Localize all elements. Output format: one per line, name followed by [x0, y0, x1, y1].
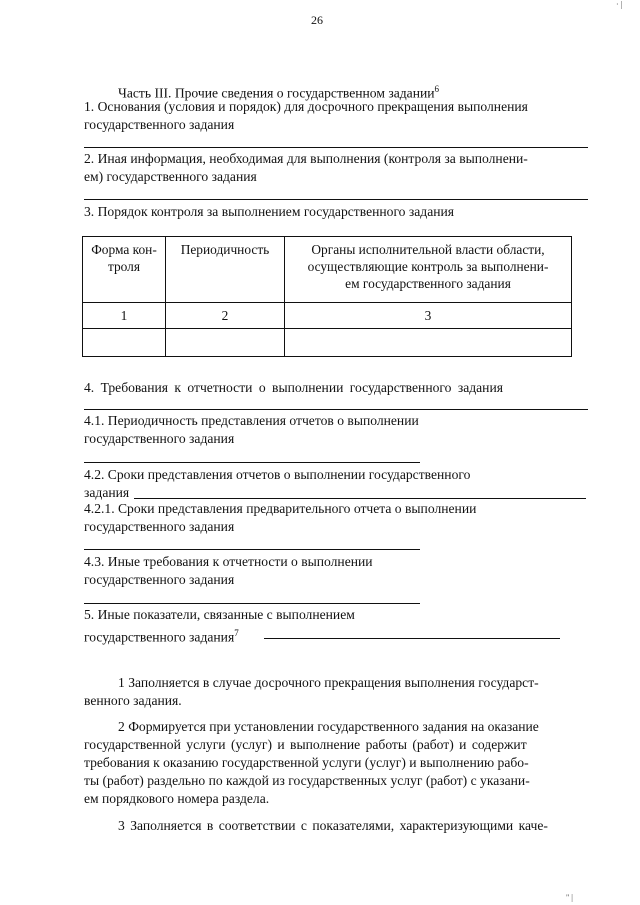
footnote-mark-6: 6: [434, 84, 440, 94]
note-2-line-2: государственной услуги (услуг) и выполнение работы (работ) и содержит: [84, 737, 527, 752]
empty-cell-2: [166, 329, 285, 357]
section-3-title: 3. Порядок контроля за выполнением государственного задания: [84, 204, 455, 219]
note-2-line-5: ем порядкового номера раздела.: [84, 791, 270, 806]
empty-cell-1: [83, 329, 166, 357]
control-table: [82, 236, 572, 357]
footnote-mark-7: 7: [234, 628, 239, 638]
section-4-3-fill-line: [84, 603, 420, 604]
note-2-line-3: требования к оказанию государственной услуги (услуг) и выполнению рабо-: [84, 755, 529, 770]
section-4-2-1-line-1: 4.2.1. Сроки представления предварительного отчета о выполнении: [84, 501, 477, 516]
header-control-form-line-2: троля: [107, 259, 141, 274]
section-1-line-1: 1. Основания (условия и порядок) для досрочного прекращения выполнения: [84, 99, 528, 114]
section-5-line-2-text: государственного задания: [84, 629, 235, 645]
table-empty-row: [83, 329, 572, 357]
section-2-fill-line: [84, 199, 588, 200]
note-1-line-2: венного задания.: [84, 693, 182, 708]
header-authorities-line-1: Органы исполнительной власти области,: [311, 242, 545, 257]
column-number-3: 3: [285, 303, 572, 329]
section-5-fill-line: [264, 638, 560, 639]
note-3-line-1: 3 Заполняется в соответствии с показателями, характеризующими каче-: [118, 818, 548, 833]
section-4-1-line-1: 4.1. Периодичность представления отчетов о выполнении: [84, 413, 419, 428]
margin-mark-bottom: " |: [566, 893, 573, 902]
table-header-row: [83, 237, 572, 303]
header-authorities-line-3: ем государственного задания: [345, 276, 511, 291]
section-5-line-1: 5. Иные показатели, связанные с выполнением: [84, 607, 355, 622]
section-4-2-fill-line: [134, 498, 586, 499]
section-1-fill-line: [84, 147, 588, 148]
column-number-1: 1: [83, 303, 166, 329]
section-4-2-1-fill-line: [84, 549, 420, 550]
section-2-line-2: ем) государственного задания: [84, 169, 257, 184]
part-title-text: Часть III. Прочие сведения о государственном задании: [118, 85, 435, 101]
table-number-row: [83, 303, 572, 329]
section-4-2-line-1: 4.2. Сроки представления отчетов о выполнении государственного: [84, 467, 471, 482]
page-number: 26: [311, 13, 323, 27]
margin-mark-top: · |: [616, 0, 623, 9]
header-periodicity: [166, 237, 285, 303]
header-authorities-line-2: осуществляющие контроль за выполнени-: [307, 259, 549, 274]
note-2-line-4: ты (работ) раздельно по каждой из государственных услуг (работ) с указани-: [84, 773, 530, 788]
header-control-form: [83, 237, 166, 303]
section-4-title: 4. Требования к отчетности о выполнении государственного задания: [84, 380, 503, 395]
header-control-form-line-1: Форма кон-: [91, 242, 157, 257]
note-1-line-1: 1 Заполняется в случае досрочного прекращения выполнения государст-: [118, 675, 539, 690]
column-number-2: 2: [166, 303, 285, 329]
section-4-fill-line: [84, 409, 588, 410]
empty-cell-3: [285, 329, 572, 357]
section-1-line-2: государственного задания: [84, 117, 235, 132]
header-authorities: [285, 237, 572, 303]
section-4-2-line-2: задания: [84, 485, 130, 500]
section-4-1-fill-line: [84, 462, 420, 463]
section-5-line-2: [84, 624, 239, 647]
section-4-2-1-line-2: государственного задания: [84, 519, 235, 534]
section-4-3-line-1: 4.3. Иные требования к отчетности о выполнении: [84, 554, 373, 569]
note-2-line-1: 2 Формируется при установлении государственного задания на оказание: [118, 719, 539, 734]
section-2-line-1: 2. Иная информация, необходимая для выполнения (контроля за выполнени-: [84, 151, 528, 166]
section-4-3-line-2: государственного задания: [84, 572, 235, 587]
header-periodicity-line-1: Периодичность: [180, 242, 270, 257]
section-4-1-line-2: государственного задания: [84, 431, 235, 446]
